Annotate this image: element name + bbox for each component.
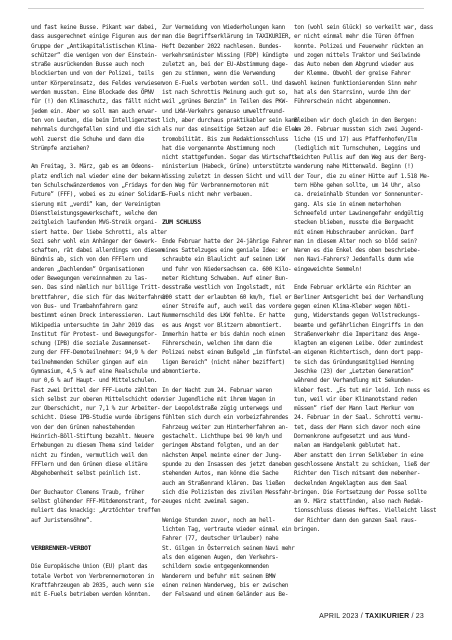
- text-line: nicht zu finden, vermutlich weil den: [31, 451, 148, 459]
- text-line: verkehrsminister Wissing (FDP) kündigte: [162, 51, 289, 59]
- text-line: Wikipedia untersuchte im Jahr 2019 das: [31, 321, 154, 329]
- text-line: bestimmt einen Dreck interessieren. Laut: [31, 312, 161, 320]
- text-line: Dornenkrone aufgesetzt und aus Wund-: [294, 433, 411, 441]
- text-line: und fuhr von Niedersachsen ca. 600 Kilo-: [162, 265, 292, 273]
- text-line: unter Körpereinsatz, des Feldes verwiesen: [31, 79, 164, 87]
- text-line: nicht stattgefunden. Sogar das Wirtschafts-: [162, 154, 301, 162]
- text-line: Straßenverkehr die Imperitanz des Ange-: [294, 330, 421, 338]
- text-line: Fast zwei Drittel der FFF-Leute zählten: [31, 386, 158, 394]
- text-line: lichten Tag, vertraute wieder einmal ein: [162, 526, 292, 534]
- text-line: ten von Leuten, die beim Intelligenztest: [31, 116, 161, 124]
- text-line: kleber fest. „Es tut mir leid. Ich muss es: [294, 386, 430, 394]
- text-line: müssen“ rief der Mann laut Merkur vom: [294, 405, 414, 413]
- text-line: einer Streife auf, auch weil das vordere: [162, 302, 292, 310]
- footer-magazine: TAXIKURIER: [365, 613, 410, 620]
- text-line: Gruppe der „Antikapitalistischen Klima-: [31, 42, 158, 50]
- text-line: ten Schulschwänzerdemos von „Fridays for: [31, 182, 161, 190]
- text-line: das Auto neben dem Abgrund wieder aus: [294, 61, 414, 69]
- text-line: blockierten und von der Polizei, teils: [31, 70, 154, 78]
- text-line: mit einem Hubschrauber anrücken. Darf: [294, 228, 414, 236]
- text-line: brettfahrer, die sich für das Weiterfahren: [31, 293, 167, 301]
- text-line: zeitgleich laufenden MVG-Streik organi-: [31, 219, 158, 227]
- text-line: muliert das knackig: „Arztöchter treffen: [31, 507, 161, 515]
- text-line: Abgehobenheit selbst peinlich ist.: [31, 470, 141, 478]
- text-line: zung der FFF-Demoteilnehmer: 94,9 % der: [31, 349, 158, 357]
- text-line: sierung mit „verdi“ kam, der Vereinigten: [31, 200, 161, 208]
- text-line: sich selbst zur oberen Mittelschicht oder: [31, 395, 164, 403]
- top-rule: [28, 8, 424, 9]
- text-line: abmontierte.: [162, 367, 201, 375]
- text-line: schung (IPB) die soziale Zusammenset-: [31, 340, 151, 348]
- text-line: dass ausgerechnet einige Figuren aus der: [31, 33, 161, 41]
- text-line: Erhebungen zu diesem Thema sind leider: [31, 442, 154, 450]
- text-line: Wenige Stunden zuvor, noch am hell-: [162, 516, 276, 524]
- text-line: der Leopoldstraße zügig unterwegs und: [162, 405, 282, 413]
- text-line: geschlossene Anstalt zu schicken, ließ der: [294, 460, 430, 468]
- text-line: Am Freitag, 3. März, gab es am Odeons-: [31, 163, 154, 171]
- text-line: auch am Straßenrand klären. Das ließen: [162, 479, 285, 487]
- footer-page-number: / 23: [411, 613, 424, 620]
- text-line: Schneefeld unter Lawinengefahr endgültig: [294, 209, 424, 217]
- paragraph-gap: [31, 479, 159, 488]
- text-line: E-Fuels nicht mehr verbauen.: [162, 191, 253, 199]
- text-line: liche (15 und 17) aus Pfaffenhofen/Ilm: [294, 135, 417, 143]
- text-line: gegen einen Klima-Kleber wegen Nöti-: [294, 302, 411, 310]
- text-line: In der Nacht zum 24. Februar waren: [162, 386, 272, 394]
- text-line: für (!) den Klimaschutz, das fällt nicht: [31, 98, 161, 106]
- text-line: Waren es die Enkel des oben beschriebe-: [294, 247, 421, 255]
- text-line: der Felswand und einem Geländer aus Be-: [162, 591, 289, 599]
- text-line: gestachelt. Lichthupe bei 90 km/h und: [162, 433, 282, 441]
- text-line: spunde zu den Insassen des jetzt daneben: [162, 460, 292, 468]
- text-line: 100 statt der erlaubten 60 km/h, fiel er: [162, 293, 292, 301]
- text-line: mit E-Fuels betrieben werden könnten.: [31, 591, 151, 599]
- text-line: Heft Dezember 2022 nachlesen. Bundes-: [162, 42, 282, 50]
- text-line: wohl zuerst die Schuhe und dann die: [31, 135, 145, 143]
- text-line: sen. Das sind nämlich nur billige Tritt-: [31, 284, 161, 292]
- text-column-left: [31, 23, 167, 599]
- text-line: bringen. Die Fortsetzung der Posse sollte: [294, 488, 427, 496]
- text-line: siert hatte. Der liebe Schrotti, als alter: [31, 228, 167, 236]
- text-line: klagten am eigenen Leibe. Oder zumindest: [294, 340, 424, 348]
- text-line: platz endlich mal wieder eine der bekann-: [31, 172, 164, 180]
- text-column-right: [294, 23, 437, 534]
- text-line: schützer“ die wenigen von der Einstein-: [31, 51, 158, 59]
- text-line: man die Begriffserklärung im TAXIKURIER,: [162, 33, 292, 41]
- text-line: Gymnasium, 4,5 % auf eine Realschule und: [31, 367, 161, 375]
- text-line: bringen.: [294, 526, 320, 534]
- text-line: FFFlern und den Grünen diese elitäre: [31, 460, 148, 468]
- text-line: gung, Widerstands gegen Vollstreckungs-: [294, 312, 421, 320]
- text-line: Bleiben wir doch gleich in den Bergen:: [294, 116, 417, 124]
- text-line: gen zu stimmen, wenn die Verwendung: [162, 70, 276, 78]
- text-line: tet, dass der Mann sich davor noch eine: [294, 423, 421, 431]
- text-line: anderen „Dachlenden“ Organisationen: [31, 265, 145, 273]
- text-line: eines Sattelzuges eine geniale Idee: er: [162, 247, 289, 255]
- text-line: als nur das einseitige Setzen auf die Elek-: [162, 126, 301, 134]
- text-line: teilnehmenden Schüler gingen auf ein: [31, 358, 148, 366]
- text-line: vier Jugendliche mit ihrem Wagen in: [162, 395, 276, 403]
- text-line: nächsten Ampel meinte einer der Jung-: [162, 451, 282, 459]
- text-line: meter Richtung Schwaben. Auf einer Bun-: [162, 275, 289, 283]
- text-line: Strümpfe anziehen?: [31, 144, 90, 152]
- text-line: einen reinen Wanderweg, bis er zwischen: [162, 581, 289, 589]
- text-line: 24. Februar in der Saal. Schrotti vermu-: [294, 414, 424, 422]
- text-line: ton (wohl sein Glück) so verkeilt war, dass: [294, 24, 433, 31]
- paragraph-gap: [162, 228, 290, 237]
- text-line: am eigenen Richtertisch, denn dort papp-: [294, 349, 424, 357]
- text-line: Aber anstatt den irren Selkleber in eine: [294, 451, 424, 459]
- text-line: totale Verbot von Verbrennermotoren in: [31, 572, 154, 580]
- text-line: und zogen mittels Traktor und Seilwinde: [294, 51, 421, 59]
- section-heading: ZUM SCHLUSS: [162, 218, 201, 227]
- text-line: Polizei nebst einem Bußgeld „im fünfstel-: [162, 349, 295, 357]
- text-line: Immerhin hatte er bis dahin noch einen: [162, 330, 285, 338]
- text-line: es aus Angst vor Blitzern abmontiert.: [162, 321, 282, 329]
- text-line: Dienstleistungsgewerkschaft, welche den: [31, 209, 158, 217]
- text-line: geringem Abstand folgten, und an der: [162, 442, 279, 450]
- text-line: während der Verhandlung mit Sekunden-: [294, 377, 414, 385]
- text-line: schaften, rät dabei allerdings von diesem: [31, 247, 164, 255]
- text-line: zeuges nicht zweimal sagen.: [162, 498, 250, 506]
- text-line: selbst glühender FFF-Mitdemonstrant, for-: [31, 498, 164, 506]
- text-line: als den eigenen Augen, den Verkehrs-: [162, 553, 279, 561]
- text-line: tionsschluss dieses Heftes. Vielleicht lässt: [294, 507, 437, 515]
- text-line: tun, weil wir über Klimanotstand reden: [294, 395, 417, 403]
- paragraph-gap: [162, 209, 290, 218]
- paragraph-gap: [31, 553, 159, 562]
- text-line: jedem ein. Aber wo soll man auch erwar-: [31, 107, 158, 115]
- text-line: Jeschke (23) der „Letzten Generation“: [294, 367, 414, 375]
- text-line: Zur Vermeidung von Wiederholungen kann: [162, 24, 285, 31]
- text-line: tern Höhe gehen sollte, um 14 Uhr, also: [294, 182, 421, 190]
- text-line: hat die vorgenannte Abstimmung noch: [162, 144, 276, 152]
- paragraph-gap: [162, 506, 290, 515]
- text-line: schicht. Diese IPB-Studie wurde übrigens: [31, 414, 161, 422]
- text-line: ligen Bereich“ (nicht näher beziffert): [162, 358, 285, 366]
- text-line: lich, aber durchaus praktikabler sein kann: [162, 116, 298, 124]
- text-line: ist nach Schrottis Meinung auch gut so,: [162, 89, 289, 97]
- text-line: der Klemme. Obwohl der greise Fahrer: [294, 70, 411, 78]
- text-line: nen Navi-Fahrers? Jedenfalls dumm wie: [294, 256, 414, 264]
- text-line: werden mussten. Eine Blockade des ÖPNV: [31, 89, 154, 97]
- text-line: Ende Februar erklärte ein Richter am: [294, 284, 411, 292]
- text-line: Institut für Protest- und Bewegungsfor-: [31, 330, 158, 338]
- text-line: Die Europäische Union (EU) plant das: [31, 563, 148, 571]
- paragraph-gap: [162, 200, 290, 209]
- text-line: Führerschein, welchen ihm dann die: [162, 340, 272, 348]
- text-line: und LKW-Verkehrs genauso umweltfreund-: [162, 107, 285, 115]
- text-line: ca. dreieinhalb Stunden vor Sonnenunter-: [294, 191, 424, 199]
- text-column-middle: [162, 23, 301, 599]
- text-line: Wanderern und befuhr mit seinem BMW: [162, 572, 276, 580]
- text-line: Der Buchautor Clemens Traub, früher: [31, 488, 145, 496]
- text-line: Fahrer (77, deutscher Urlauber) nahe: [162, 535, 279, 543]
- text-line: leichten Pullis auf dem Weg aus der Berg-: [294, 154, 427, 162]
- text-line: und fast keine Busse. Pikant war dabei,: [31, 24, 158, 31]
- text-line: Future“ (FFF), wobei es zu einer Solidari-: [31, 191, 167, 199]
- text-line: eingeweichte Semmeln!: [294, 265, 362, 273]
- text-line: von Bus- und Trambahnfahrern ganz: [31, 302, 138, 310]
- text-line: gang. Als sie in einem meterhohen: [294, 200, 401, 208]
- text-line: am 9. März stattfinden, also nach Redak-: [294, 498, 424, 506]
- text-line: Richter den Tisch mitsamt dem nebenher-: [294, 470, 421, 478]
- text-line: man in diesem Alter noch so blöd sein?: [294, 237, 417, 245]
- text-line: Berliner Amtsgericht bei der Verhandlung: [294, 293, 424, 301]
- paragraph-gap: [162, 376, 290, 385]
- text-line: ministerium (Habeck, Grüne) unterstützte: [162, 163, 292, 171]
- text-line: stehenden Autos, man könne die Sache: [162, 470, 279, 478]
- text-line: hat als den Starrsinn, wurde ihm der: [294, 89, 411, 97]
- text-line: den Weg für Verbrennermotoren mit: [162, 182, 269, 190]
- paragraph-gap: [31, 534, 159, 543]
- text-line: Sozi sehr wohl ein Anhänger der Gewerk-: [31, 237, 158, 245]
- text-line: beamte und gefährlichen Eingriffs in den: [294, 321, 424, 329]
- text-line: der Richter dann den ganzen Saal raus-: [294, 516, 417, 524]
- text-line: konnte. Polizei und Feuerwehr rückten an: [294, 42, 424, 50]
- text-line: straße ausrückenden Busse auch noch: [31, 61, 145, 69]
- text-line: Nummernschild des LKW fehlte. Er hatte: [162, 312, 285, 320]
- text-line: oder Bewegungen vereinnahmen zu las-: [31, 275, 148, 283]
- text-line: deckelnden Angeklagten aus dem Saal: [294, 479, 408, 487]
- page-footer: [319, 613, 424, 620]
- text-line: fühlten sich durch ein vorbeizfahrendes: [162, 414, 289, 422]
- text-line: zur Oberschicht, nur 7,1 % zur Arbeiter-: [31, 405, 161, 413]
- text-line: Führerschein nicht abgenommen.: [294, 98, 391, 106]
- text-line: Fahrzeug weiter zum Hinterherfahren an-: [162, 423, 289, 431]
- text-line: Ende Februar hatte der 24-jährige Fahrer: [162, 237, 292, 245]
- text-line: Heinrich-Böll-Stiftung bezahlt. Neuere: [31, 433, 154, 441]
- paragraph-gap: [31, 525, 159, 534]
- paragraph-gap: [31, 153, 159, 162]
- text-line: desstraße westlich von Ingolstadt, mit: [162, 284, 285, 292]
- text-line: der Tour, die zu einer Hütte auf 1.518 Me-: [294, 172, 430, 180]
- text-line: mehrmals durchgefallen sind und die sich: [31, 126, 161, 134]
- text-line: wohl keinen funktionierenden Sinn mehr: [294, 79, 417, 87]
- text-line: von E-Fuels verboten werden soll. Und das: [162, 79, 295, 87]
- text-line: Wissing zuletzt in dessen Sicht und will: [162, 172, 292, 180]
- text-line: te sich das Gründungsmitglied Henning: [294, 358, 414, 366]
- text-line: weil „grünes Benzin“ in Teilen des PKW-: [162, 98, 289, 106]
- text-line: am 20. Februar mussten sich zwei Jugend-: [294, 126, 424, 134]
- text-line: zuletzt an, bei der EU-Abstimmung dage-: [162, 61, 289, 69]
- text-line: nur 0,6 % auf Haupt- und Mittelschulen.: [31, 377, 158, 385]
- text-line: schildern sowie entgegenkommenden: [162, 563, 269, 571]
- footer-issue: APRIL 2023 /: [319, 613, 363, 620]
- text-line: St. Gilgen in Österreich seinem Navi mehr: [162, 544, 295, 552]
- text-line: sich die Polizisten des zivilen Messfahr-: [162, 488, 295, 496]
- text-line: malen am Handgelenk geblutet hat.: [294, 442, 401, 450]
- section-heading: VERBRENNER-VERBOT: [31, 543, 92, 552]
- paragraph-gap: [294, 274, 422, 283]
- paragraph-gap: [294, 107, 422, 116]
- text-line: er nicht einmal mehr die Türen öffnen: [294, 33, 414, 41]
- text-line: tromobilität. Bis zum Redaktionsschluss: [162, 135, 289, 143]
- text-line: Kraftfahrzeugen ab 2035, auch wenn sie: [31, 581, 154, 589]
- text-line: schraubte ein Blaulicht auf seinen LKW: [162, 256, 285, 264]
- text-line: auf Juristensöhne“.: [31, 516, 93, 524]
- text-line: von der den Grünen nahestehenden: [31, 423, 135, 431]
- text-line: wanderung nahe Mittenwald. Beginn (!): [294, 163, 414, 171]
- text-line: (lediglich mit Turnschuhen, Leggins und: [294, 144, 421, 152]
- text-line: Bündnis ab, sich von den FFFlern und: [31, 256, 148, 264]
- text-line: stecken blieben, musste die Bergwacht: [294, 219, 414, 227]
